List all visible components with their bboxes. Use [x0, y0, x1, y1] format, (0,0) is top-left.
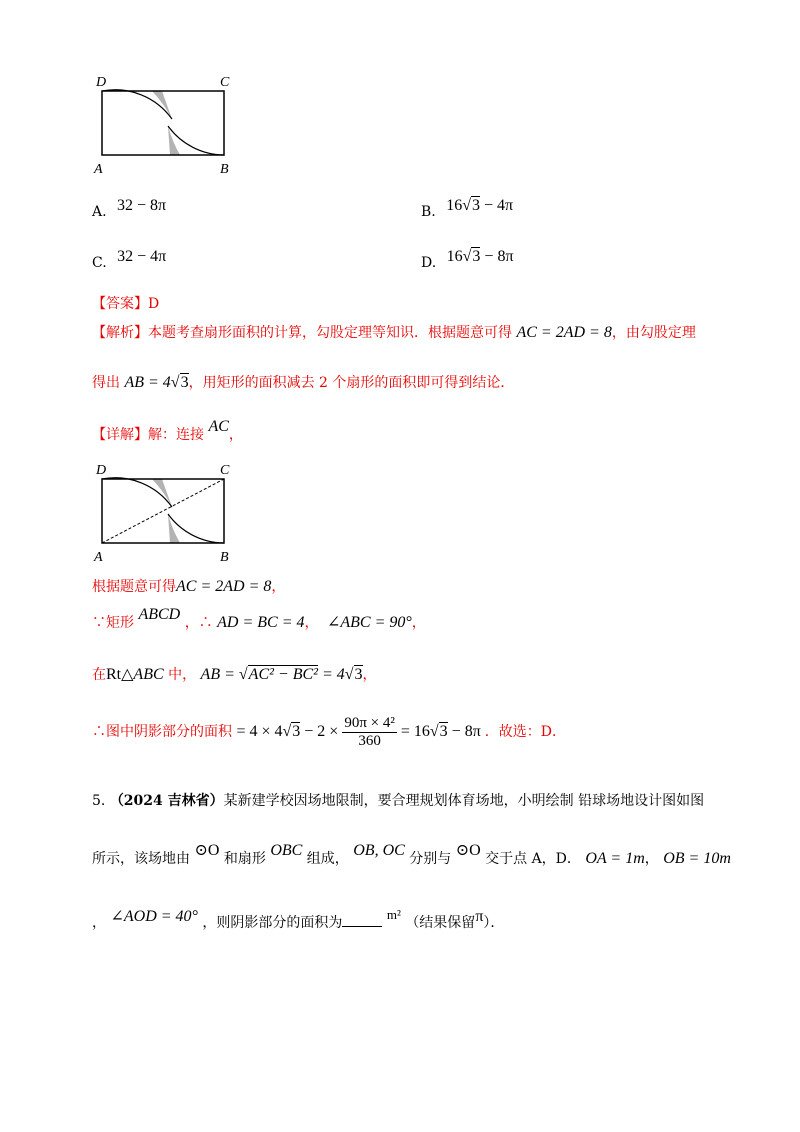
label-C: C: [220, 75, 230, 90]
detail-line-1: 根据题意可得AC = 2AD = 8，: [92, 578, 286, 595]
option-b[interactable]: B. 16√3 − 4π: [421, 197, 514, 220]
answer-line: 【答案】D: [92, 296, 160, 312]
figure-rectangle-1: [90, 70, 250, 180]
label-A: A: [94, 162, 103, 177]
detail-line-2: ∵矩形 ABCD ，∴ AD = BC = 4， ∠ABC = 90°，: [92, 606, 426, 631]
q5-line-2: 所示，该场地由 ⊙O 和扇形 OBC 组成， OB, OC 分别与 ⊙O 交于点 A，D． OA = 1m， OB = 10m: [92, 842, 731, 867]
label-B: B: [220, 162, 229, 177]
detail-line-4: ∴图中阴影部分的面积 = 4 × 4√3 − 2 × $\frac{\text{90π × 4²}}{360}$ = 16√3 − 8π ．故选：D．: [92, 715, 567, 749]
q5-line-3: ， ∠AOD = 40° ，则阴影部分的面积为 m² （结果保留π）．: [92, 907, 505, 931]
label-A: A: [94, 550, 103, 565]
label-D: D: [96, 463, 107, 478]
analysis-line-1: 【解析】本题考查扇形面积的计算，勾股定理等知识．根据题意可得 AC = 2AD = 8，由勾股定理: [92, 324, 696, 341]
label-B: B: [220, 550, 229, 565]
q5-line-1: 5. （2024 吉林省）某新建学校因场地限制，要合理规划体育场地，小明绘制 铅球场地设计图如图: [92, 793, 705, 809]
option-a[interactable]: A. 32 − 8π: [92, 197, 167, 220]
label-C: C: [220, 463, 230, 478]
analysis-line-2: 得出 AB = 4√3，用矩形的面积减去 2 个扇形的面积即可得到结论．: [92, 374, 515, 391]
detail-line-3: 在Rt△ABC 中， AB = √AC² − BC² = 4√3，: [92, 666, 377, 683]
answer-blank[interactable]: [342, 914, 382, 927]
label-D: D: [96, 75, 107, 90]
option-d[interactable]: D. 16√3 − 8π: [421, 248, 514, 271]
detail-line: 【详解】解：连接 AC，: [92, 418, 243, 443]
figure-rectangle-2: [90, 458, 250, 568]
option-c[interactable]: C. 32 − 4π: [92, 248, 167, 271]
